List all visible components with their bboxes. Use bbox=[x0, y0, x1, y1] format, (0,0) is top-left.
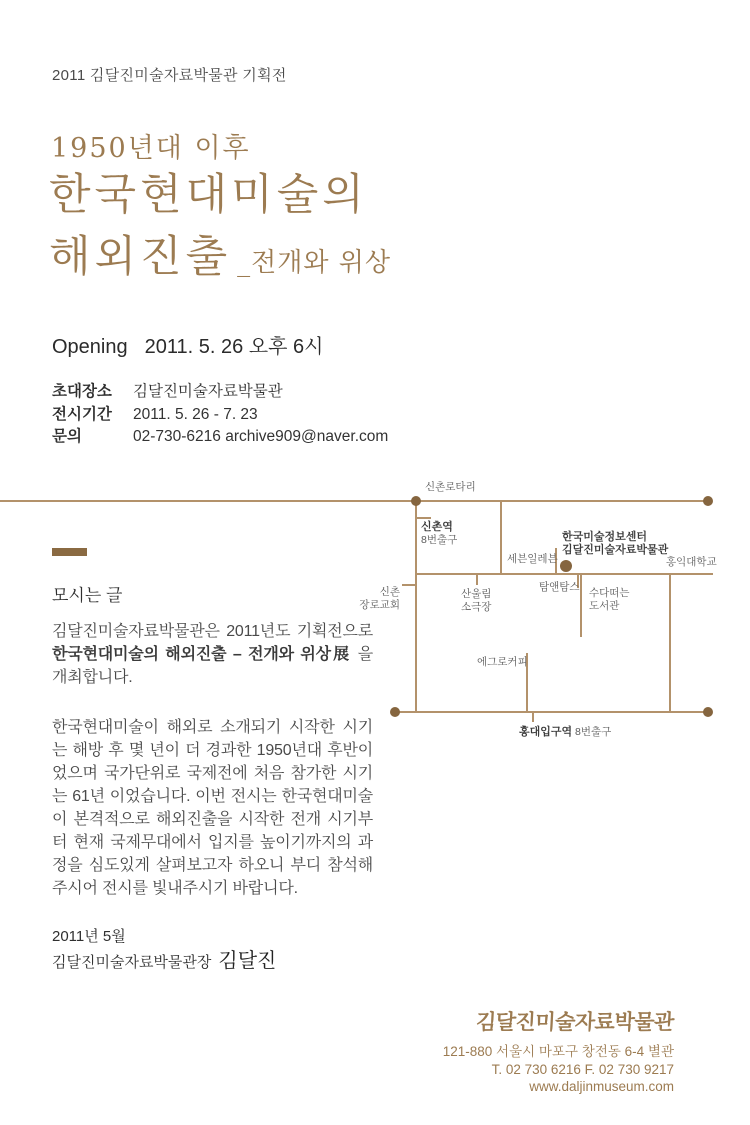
map-tick-station bbox=[417, 517, 431, 519]
info-value-venue: 김달진미술자료박물관 bbox=[133, 383, 283, 400]
info-value-period: 2011. 5. 26 - 7. 23 bbox=[133, 405, 258, 423]
map-label-library bbox=[589, 587, 630, 612]
map-dot-top-right bbox=[703, 496, 713, 506]
map-dot-bottom-left bbox=[390, 707, 400, 717]
footer-phone: T. 02 730 6216 F. 02 730 9217 bbox=[491, 1061, 674, 1077]
title-subtitle: _전개와 위상 bbox=[237, 248, 392, 278]
info-row-contact bbox=[52, 426, 388, 449]
p1-pre: 김달진미술자료박물관은 2011년도 기획전으로 bbox=[52, 623, 373, 640]
map-label-library-line1: 수다떠는 bbox=[589, 587, 630, 599]
footer-website: www.daljinmuseum.com bbox=[529, 1079, 674, 1094]
invitation-paragraph-2: 한국현대미술이 해외로 소개되기 시작한 시기는 해방 후 몇 년이 더 경과한 1950년대 후반이었으며 국가단위로 국제전에 처음 참가한 시기는 61년 이었습니다. 이번 전시는 한국현대미술이 본격적으로 해외진출을 시작한 전개 시기부터 현재 국제무대에서 입지를 높이기까지의 과정을 심도있게 살펴보고자 하오니 부디 참석해 주시어 전시를 빛내주시기 바랍니다. bbox=[52, 719, 373, 897]
info-row-venue bbox=[52, 381, 388, 404]
map-tick-theater bbox=[476, 575, 478, 585]
title-line1: 한국현대미술의 bbox=[49, 170, 368, 220]
map-tick-hongdae bbox=[532, 713, 534, 722]
title-pre: 1950년대 이후 bbox=[51, 133, 251, 164]
museum-logo: 김달진미술자료박물관 bbox=[475, 1011, 675, 1034]
info-label-contact: 문의 bbox=[52, 428, 82, 445]
info-list bbox=[52, 381, 388, 449]
map-label-hongik-univ: 홍익대학교 bbox=[666, 556, 717, 568]
eyebrow-text: 2011 김달진미술자료박물관 기획전 bbox=[52, 67, 287, 84]
signer-title: 김달진미술자료박물관장 bbox=[52, 954, 212, 971]
info-value-contact: 02-730-6216 archive909@naver.com bbox=[133, 428, 389, 445]
map-label-rotary: 신촌로타리 bbox=[425, 481, 476, 493]
map-road-bottom bbox=[395, 711, 709, 713]
map-label-church-line2: 장로교회 bbox=[359, 598, 400, 611]
map-label-museum bbox=[562, 531, 668, 557]
opening-line bbox=[52, 330, 323, 359]
info-row-period bbox=[52, 404, 388, 427]
map-label-theater-line1: 산울림 bbox=[461, 588, 492, 600]
p1-post: 을 개최합니다. bbox=[52, 646, 373, 686]
map-label-seven-eleven: 세븐일레븐 bbox=[507, 553, 558, 565]
signature-line bbox=[52, 944, 276, 973]
opening-label: Opening bbox=[52, 336, 128, 358]
title-line2: 해외진출 _전개와 위상 bbox=[49, 232, 392, 282]
map-label-coffee: 에그로커피 bbox=[477, 656, 528, 668]
signer-name: 김달진 bbox=[218, 950, 277, 972]
map-label-hongdae-exit: 8번출구 bbox=[572, 726, 612, 738]
map-label-station-exit: 8번출구 bbox=[421, 534, 458, 546]
footer-contact-block bbox=[443, 1043, 674, 1096]
map-label-church-line1: 신촌 bbox=[379, 586, 400, 598]
info-label-venue: 초대장소 bbox=[52, 383, 112, 400]
info-label-period: 전시기간 bbox=[52, 405, 112, 423]
p1-exhibition-name: 한국현대미술의 해외진출 – 전개와 위상展 bbox=[52, 646, 352, 663]
map-dot-bottom-right bbox=[703, 707, 713, 717]
map-road-top bbox=[0, 500, 709, 502]
map-road-vertical-2 bbox=[500, 500, 502, 575]
map-label-museum-line2: 김달진미술자료박물관 bbox=[562, 544, 669, 556]
invitation-date: 2011년 5월 bbox=[52, 928, 126, 945]
map-road-sinchon-vertical bbox=[415, 500, 417, 713]
section-marker-bar bbox=[52, 548, 87, 556]
map-label-station bbox=[421, 521, 457, 547]
map-road-hongik-vertical bbox=[669, 573, 671, 713]
invitation-paragraph-1 bbox=[52, 620, 373, 689]
map-label-theater bbox=[461, 588, 491, 613]
map-dot-rotary bbox=[411, 496, 421, 506]
opening-value: 2011. 5. 26 오후 6시 bbox=[144, 336, 324, 358]
exhibition-title bbox=[49, 164, 391, 294]
invitation-heading: 모시는 글 bbox=[52, 586, 123, 605]
map-label-church bbox=[355, 586, 400, 611]
map-label-tom-n-toms: 탐앤탐스 bbox=[539, 581, 580, 593]
map-label-station-name: 신촌역 bbox=[421, 521, 453, 533]
map-label-hongdae-name: 홍대입구역 bbox=[519, 726, 573, 738]
map-label-hongdae bbox=[519, 726, 611, 739]
map-road-library-street bbox=[580, 573, 582, 637]
map-dot-museum bbox=[560, 560, 572, 572]
map-label-museum-line1: 한국미술정보센터 bbox=[562, 531, 648, 543]
map-label-library-line2: 도서관 bbox=[589, 599, 620, 612]
map-tick-church bbox=[402, 584, 415, 586]
footer-address: 121-880 서울시 마포구 창전동 6-4 별관 bbox=[442, 1044, 674, 1059]
map-label-theater-line2: 소극장 bbox=[461, 600, 492, 613]
